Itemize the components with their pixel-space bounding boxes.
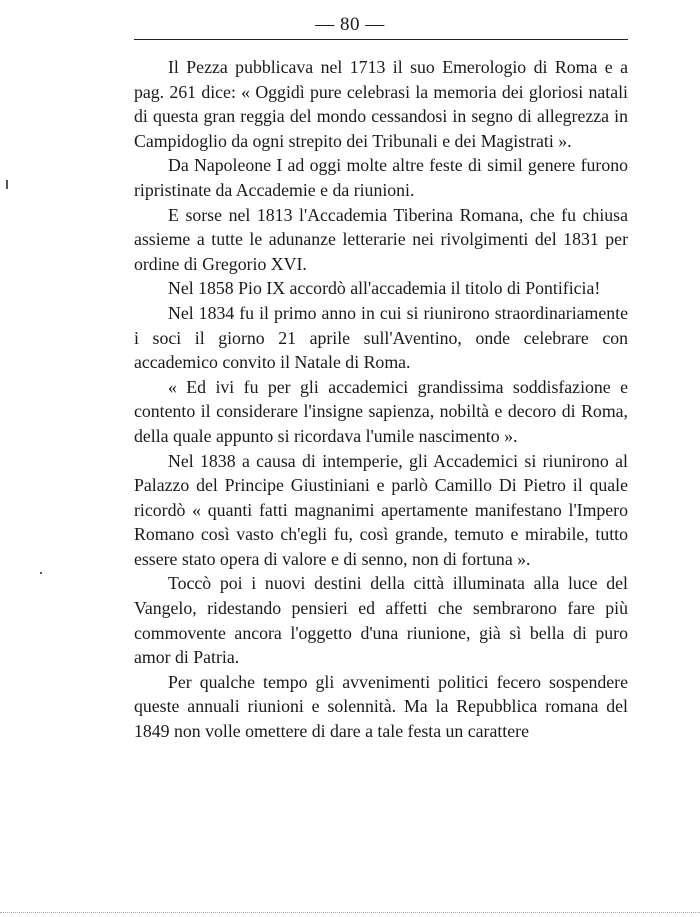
- paragraph-vangelo: Toccò poi i nuovi destini della città illuminata alla luce del Vangelo, ridestando pensieri ed affetti che sembrarono fare più commovente ancora l'oggetto d'una riunione, già sì bella di puro amor di Patria.: [134, 573, 628, 668]
- paragraph-napoleone: Da Napoleone I ad oggi molte altre feste di simil genere furono ripristinate da Accademie e da riunioni.: [134, 155, 628, 200]
- paragraph-repubblica: Per qualche tempo gli avvenimenti politici fecero sospendere queste annuali riunioni e solennità. Ma la Repubblica romana del 1849 non volle omettere di dare a tale festa un carattere: [134, 671, 628, 742]
- paragraph-tiberina: E sorse nel 1813 l'Accademia Tiberina Romana, che fu chiusa assieme a tutte le adunanze letterarie nei rivolgimenti del 1831 per ordine di Gregorio XVI.: [134, 204, 628, 274]
- margin-mark: [6, 180, 8, 189]
- paragraph-pezza: Il Pezza pubblicava nel 1713 il suo Emerologio di Roma e a pag. 261 dice: « Oggidì pure celebrasi la memoria dei gloriosi natali di questa gran reggia del mondo cessandosi in segno di allegrezza in Campidoglio da ogni strepito dei Tribunali e dei Magistrati ».: [134, 57, 628, 151]
- paragraph-1834: Nel 1834 fu il primo anno in cui si riunirono straordinariamente i soci il giorno 21 aprile sull'Aventino, onde celebrare con accademico convito il Natale di Roma.: [134, 302, 628, 373]
- page-bottom-edge: [0, 912, 700, 913]
- header-rule: [134, 39, 628, 40]
- body-text: [134, 55, 628, 744]
- paragraph-quote-accademici: « Ed ivi fu per gli accademici grandissima soddisfazione e contento il considerare l'insigne sapienza, nobiltà e decoro di Roma, della quale appunto si ricordava l'umile nascimento ».: [134, 376, 628, 446]
- paragraph-1838: Nel 1838 a causa di intemperie, gli Accademici si riunirono al Palazzo del Principe Giustiniani e parlò Camillo Di Pietro il quale ricordò « quanti fatti magnanimi apertamente manifestano l'Impero Romano così vasto ch'egli fu, così grande, temuto e mirabile, tutto essere stato opera di valore e di senno, non di fortuna ».: [134, 450, 628, 569]
- margin-mark: [40, 572, 42, 574]
- page-number: — 80 —: [315, 14, 385, 35]
- paragraph-pio-ix: Nel 1858 Pio IX accordò all'accademia il titolo di Pontificia!: [168, 278, 601, 299]
